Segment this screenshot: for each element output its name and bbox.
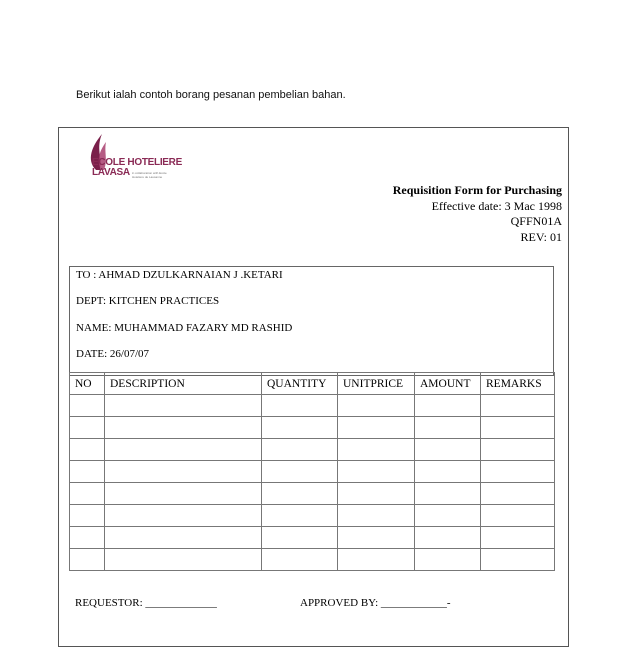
table-cell <box>70 461 105 483</box>
table-cell <box>105 527 262 549</box>
table-row <box>70 505 555 527</box>
form-header <box>393 183 562 245</box>
col-header-unitprice: UNITPRICE <box>338 373 415 395</box>
logo-subtext: in collaboration with Ecole Hoteliere de Lausanne <box>132 171 167 179</box>
table-cell <box>262 439 338 461</box>
table-cell <box>70 505 105 527</box>
approved-by-signature: APPROVED BY: ____________- <box>300 597 451 609</box>
table-cell <box>481 417 555 439</box>
table-cell <box>481 461 555 483</box>
table-cell <box>415 461 481 483</box>
requestor-signature: REQUESTOR: _____________ <box>75 597 217 609</box>
col-header-remarks: REMARKS <box>481 373 555 395</box>
date-line: DATE: 26/07/07 <box>76 348 150 360</box>
table-cell <box>415 439 481 461</box>
table-cell <box>70 483 105 505</box>
col-header-quantity: QUANTITY <box>262 373 338 395</box>
form-title: Requisition Form for Purchasing <box>392 183 562 197</box>
table-cell <box>338 505 415 527</box>
table-cell <box>105 483 262 505</box>
dept-line: DEPT: KITCHEN PRACTICES <box>76 295 220 307</box>
table-cell <box>338 439 415 461</box>
table-cell <box>70 549 105 571</box>
items-table <box>69 372 555 571</box>
table-row <box>70 461 555 483</box>
table-cell <box>105 549 262 571</box>
form-code: QFFN01A <box>510 214 562 228</box>
table-cell <box>338 549 415 571</box>
table-cell <box>338 483 415 505</box>
table-row <box>70 549 555 571</box>
table-cell <box>338 395 415 417</box>
table-cell <box>481 505 555 527</box>
table-cell <box>70 439 105 461</box>
table-cell <box>105 439 262 461</box>
table-cell <box>262 395 338 417</box>
table-row <box>70 483 555 505</box>
table-header-row <box>70 373 555 395</box>
col-header-no: NO <box>70 373 105 395</box>
table-cell <box>415 549 481 571</box>
table-cell <box>70 527 105 549</box>
table-cell <box>338 527 415 549</box>
logo-text: ECOLE HOTELIERE LAVASA <box>92 157 182 178</box>
table-cell <box>105 461 262 483</box>
table-cell <box>415 527 481 549</box>
to-line: TO : AHMAD DZULKARNAIAN J .KETARI <box>76 269 283 281</box>
table-cell <box>105 395 262 417</box>
table-cell <box>262 483 338 505</box>
table-cell <box>262 505 338 527</box>
table-cell <box>481 483 555 505</box>
table-cell <box>262 461 338 483</box>
form-revision: REV: 01 <box>520 229 562 244</box>
recipient-info <box>69 266 554 376</box>
items-body <box>70 395 555 571</box>
name-line: NAME: MUHAMMAD FAZARY MD RASHID <box>76 322 293 334</box>
requisition-form <box>58 127 569 647</box>
table-cell <box>481 527 555 549</box>
table-cell <box>415 483 481 505</box>
table-cell <box>70 417 105 439</box>
table-cell <box>338 417 415 439</box>
table-cell <box>262 417 338 439</box>
table-cell <box>338 461 415 483</box>
table-row <box>70 439 555 461</box>
table-cell <box>481 549 555 571</box>
table-cell <box>262 549 338 571</box>
table-cell <box>262 527 338 549</box>
col-header-amount: AMOUNT <box>415 373 481 395</box>
effective-date: Effective date: 3 Mac 1998 <box>431 198 562 213</box>
table-row <box>70 527 555 549</box>
intro-text: Berikut ialah contoh borang pesanan pembelian bahan. <box>76 89 346 101</box>
table-cell <box>415 505 481 527</box>
school-logo <box>76 132 186 190</box>
table-cell <box>105 505 262 527</box>
table-row <box>70 417 555 439</box>
table-cell <box>415 395 481 417</box>
table-cell <box>481 439 555 461</box>
table-row <box>70 395 555 417</box>
table-cell <box>481 395 555 417</box>
table-cell <box>105 417 262 439</box>
table-cell <box>70 395 105 417</box>
table-cell <box>415 417 481 439</box>
col-header-description: DESCRIPTION <box>105 373 262 395</box>
